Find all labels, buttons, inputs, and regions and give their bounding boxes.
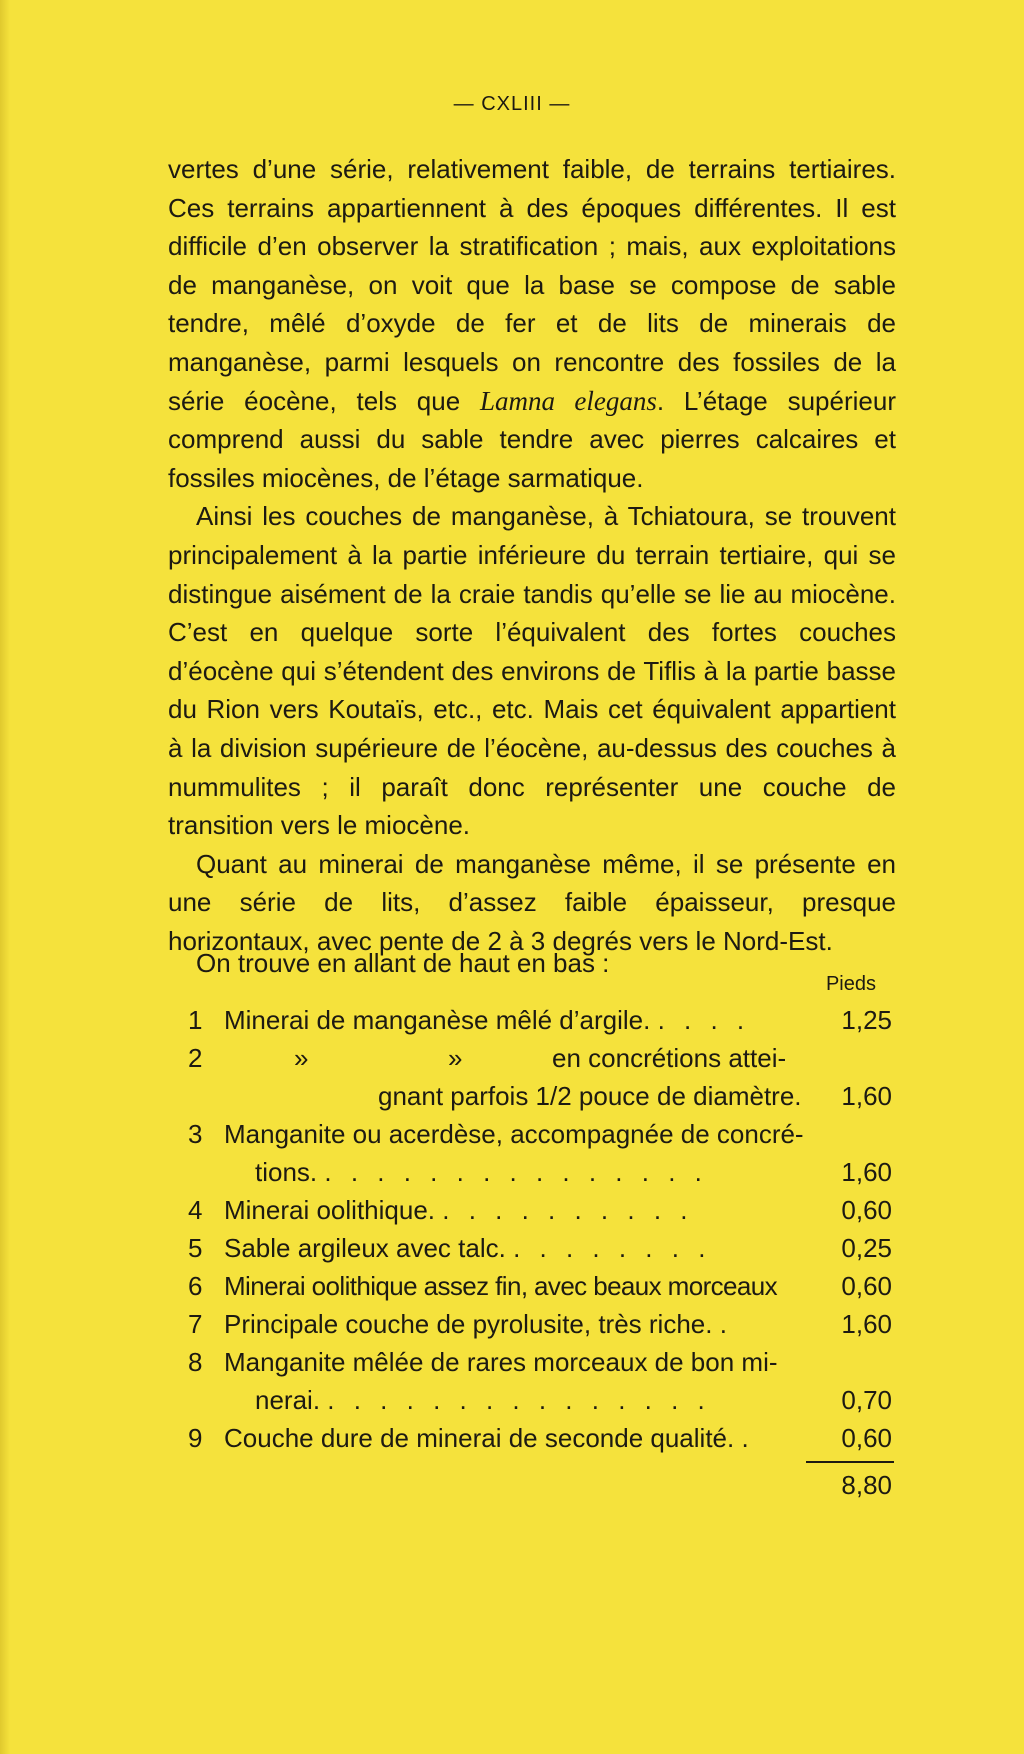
row-label-continuation: gnant parfois 1/2 pouce de diamètre. <box>378 1081 802 1111</box>
row-text <box>224 1419 828 1457</box>
unit-header: Pieds <box>825 973 876 995</box>
ditto-mark: » <box>294 1043 309 1073</box>
row-label: Minerai oolithique. <box>224 1195 436 1225</box>
ditto-mark: » <box>448 1043 463 1073</box>
row-value: 1,60 <box>841 1081 892 1111</box>
body-text <box>168 150 896 960</box>
row-label: Manganite ou acerdèse, accompagnée de concré- <box>224 1119 804 1149</box>
row-label: Minerai oolithique assez fin, avec beaux morceaux <box>224 1271 778 1301</box>
sum-rule <box>806 1461 894 1463</box>
page-edge <box>0 0 10 1754</box>
paragraph-1-text-a: vertes d’une série, relativement faible, de terrains tertiaires. Ces terrains appartiennent à des époques différentes. Il est difficile d’en observer la stratification ; mais, aux exploitations de manganèse, on voit que la base se compose de sable tendre, mêlé d’oxyde de fer et de lits de minerais de manganèse, parmi lesquels on rencontre des fossiles de la série éocène, tels que <box>168 154 896 416</box>
row-label: Manganite mêlée de rares morceaux de bon mi- <box>224 1347 778 1377</box>
row-label: Couche dure de minerai de seconde qualité. <box>224 1423 735 1453</box>
row-value: 0,70 <box>841 1385 892 1415</box>
row-label-continuation: nerai. <box>255 1385 321 1415</box>
row-number: 9 <box>188 1423 203 1453</box>
leader-dots: . . . . . . . . <box>513 1233 712 1263</box>
paragraph-3: Quant au minerai de manganèse même, il se présente en une série de lits, d’assez faible épaisseur, presque horizontaux, avec pente de 2 à 3 degrés vers le Nord-Est. <box>168 848 896 956</box>
row-text <box>255 1153 828 1191</box>
row-value: 0,60 <box>841 1423 892 1453</box>
row-text <box>255 1381 828 1419</box>
row-value: 1,25 <box>841 1005 892 1035</box>
row-label-continuation: tions. <box>255 1157 318 1187</box>
row-label: Minerai de manganèse mêlé d’argile. <box>224 1005 651 1035</box>
table-intro: On trouve en allant de haut en bas : <box>196 948 610 978</box>
row-number: 4 <box>188 1195 203 1225</box>
leader-dots: . <box>741 1423 755 1453</box>
row-number: 6 <box>188 1271 203 1301</box>
row-label: Sable argileux avec talc. <box>224 1233 506 1263</box>
row-value: 0,60 <box>841 1271 892 1301</box>
total-value: 8,80 <box>841 1470 892 1500</box>
leader-dots: . . . . . . . . . . <box>442 1195 694 1225</box>
row-value: 0,60 <box>841 1195 892 1225</box>
row-number: 2 <box>188 1043 203 1073</box>
row-text <box>224 1305 828 1343</box>
row-number: 7 <box>188 1309 203 1339</box>
row-number: 8 <box>188 1347 203 1377</box>
page-number: — CXLIII — <box>453 93 571 115</box>
leader-dots: . . . . <box>657 1005 751 1035</box>
paragraph-1 <box>168 150 896 497</box>
row-number: 5 <box>188 1233 203 1263</box>
row-value: 0,25 <box>841 1233 892 1263</box>
row-value: 1,60 <box>841 1157 892 1187</box>
paragraph-2: Ainsi les couches de manganèse, à Tchiatoura, se trouvent principalement à la partie inférieure du terrain tertiaire, qui se distingue aisément de la craie tandis qu’elle se lie au miocène. C’est en quelque sorte l’équivalent des fortes couches d’éocène qui s’étendent des environs de Tiflis à la partie basse du Rion vers Koutaïs, etc., etc. Mais cet équivalent appartient à la division supérieure de l’éocène, au-dessus des couches à nummulites ; il paraît donc représenter une couche de transition vers le miocène. <box>168 501 896 841</box>
row-text <box>224 1191 828 1229</box>
species-name: Lamna elegans <box>480 385 657 416</box>
leader-dots: . <box>719 1309 733 1339</box>
paragraph-1-text-b: . L’étage supérieur comprend aussi du sable tendre avec pierres calcaires et fossiles miocènes, de l’étage sarmatique. <box>168 385 896 493</box>
leader-dots: . . . . . . . . . . . . . . . <box>324 1157 708 1187</box>
row-number: 1 <box>188 1005 203 1035</box>
row-text <box>224 1229 828 1267</box>
row-number: 3 <box>188 1119 203 1149</box>
leader-dots: . . . . . . . . . . . . . . . <box>327 1385 711 1415</box>
row-label: Principale couche de pyrolusite, très riche. <box>224 1309 713 1339</box>
row-label: en concrétions attei- <box>552 1043 787 1073</box>
row-value: 1,60 <box>841 1309 892 1339</box>
row-text <box>224 1001 828 1039</box>
